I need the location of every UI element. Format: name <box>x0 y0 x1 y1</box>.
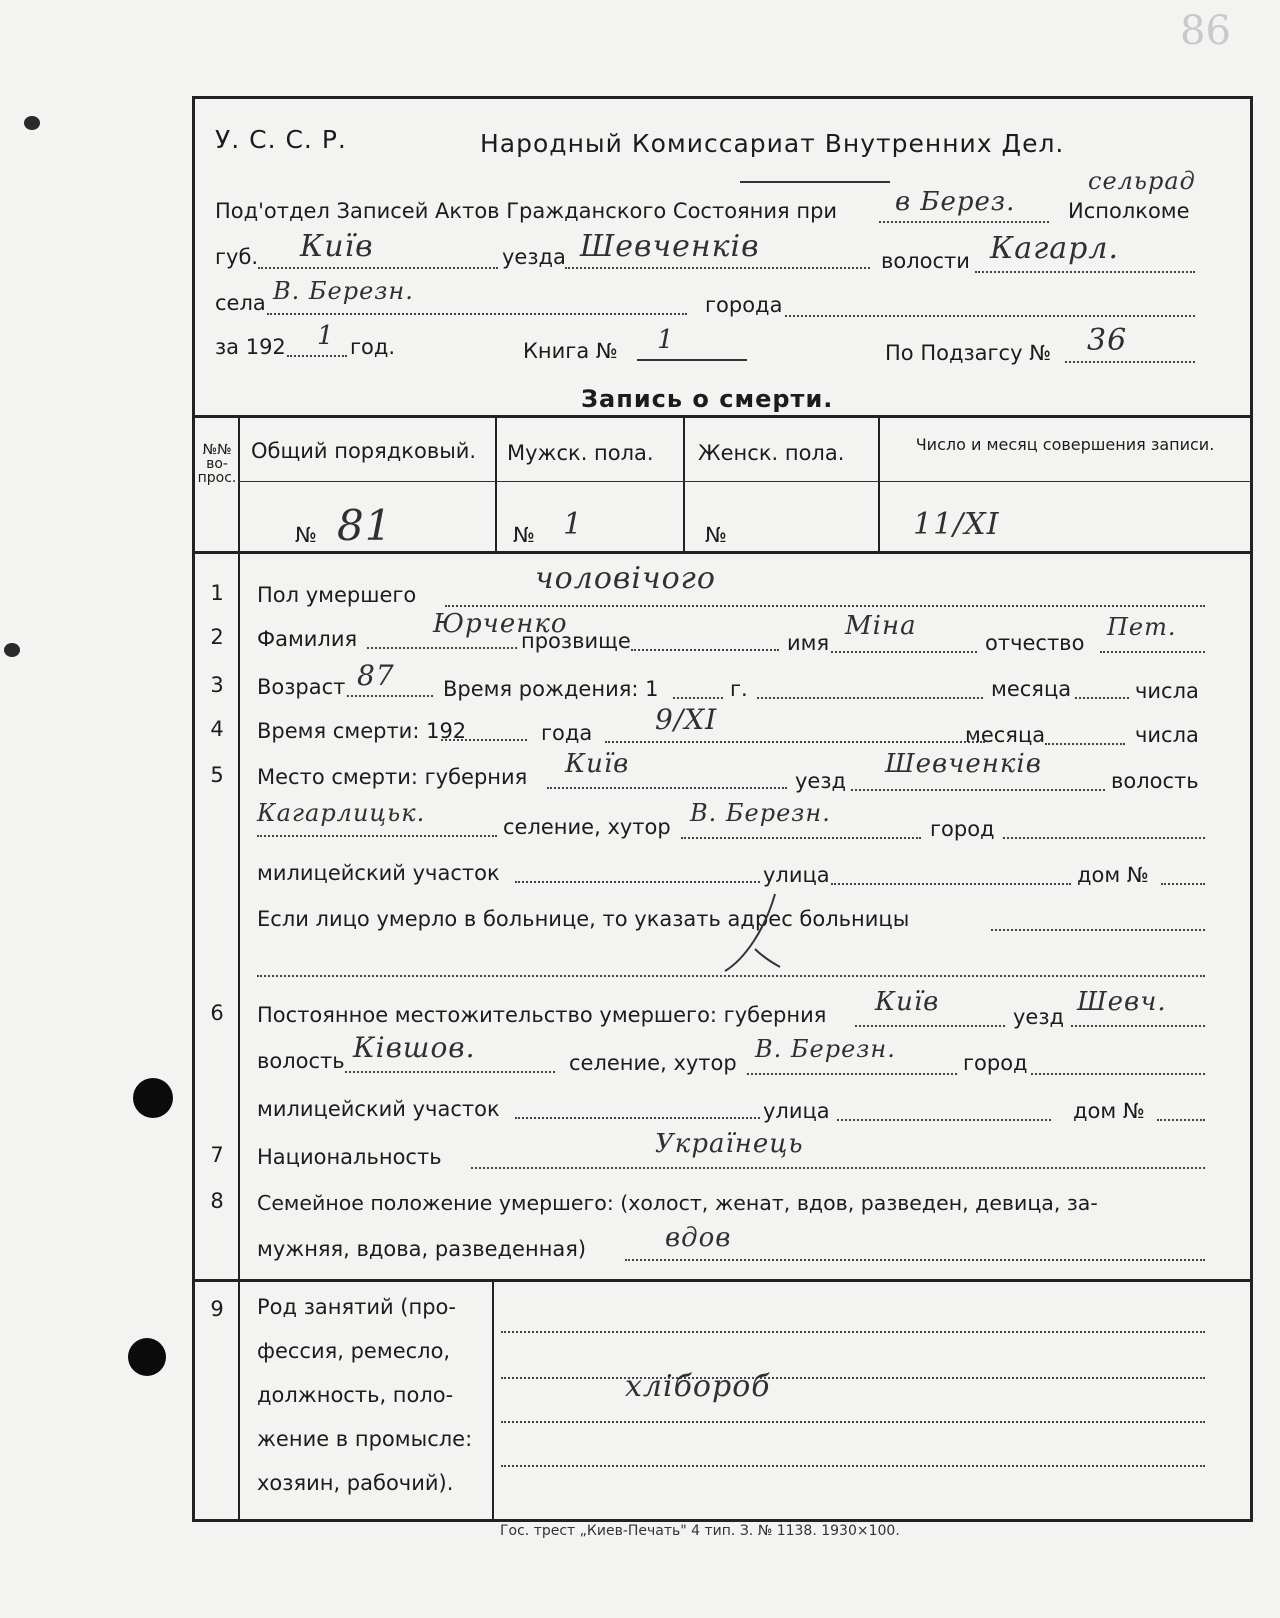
nationality-value: Українець <box>655 1129 804 1159</box>
nationality-line <box>471 1167 1205 1169</box>
name-line <box>831 651 977 653</box>
question-number: 7 <box>210 1143 224 1167</box>
residence-uezd-label: уезд <box>1013 1005 1065 1029</box>
death-village-label: селение, хутор <box>503 815 671 839</box>
page-number: 86 <box>1180 8 1231 54</box>
residence-gub-line <box>855 1025 1005 1027</box>
subdept-label: Под'отдел Записей Актов Гражданского Состояния при <box>215 199 838 223</box>
village-value: В. Березн. <box>273 277 414 305</box>
table-top-border <box>195 415 1250 418</box>
subzags-label: По Подзагсу № <box>885 341 1052 365</box>
death-date-line <box>605 741 985 743</box>
occupation-section-top <box>195 1279 1250 1282</box>
death-village-value: В. Березн. <box>690 799 831 827</box>
death-street-line <box>831 883 1071 885</box>
date-label: Число и месяц совершения записи. <box>915 435 1215 454</box>
death-uezd-line <box>851 789 1105 791</box>
column-divider <box>878 415 880 552</box>
occupation-label-3: должность, поло- <box>257 1383 454 1407</box>
death-gub-value: Київ <box>565 749 630 779</box>
marital-label: Семейное положение умершего: (холост, женат, вдов, разведен, девица, за- <box>257 1191 1098 1215</box>
gub-line <box>258 267 498 269</box>
residence-militia-label: милицейский участок <box>257 1097 500 1121</box>
residence-volost-label: волость <box>257 1049 345 1073</box>
book-line <box>637 359 747 361</box>
patronymic-value: Пет. <box>1107 613 1177 641</box>
occupation-label-1: Род занятий (про- <box>257 1295 456 1319</box>
village-line <box>267 313 687 315</box>
female-label: Женск. пола. <box>698 441 845 465</box>
birth-day-label: числа <box>1135 679 1199 703</box>
occupation-line-2 <box>501 1377 1205 1379</box>
city-line <box>785 315 1195 317</box>
binder-hole <box>133 1078 173 1118</box>
residence-volost-value: Ківшов. <box>353 1031 476 1064</box>
volost-value: Кагарл. <box>990 231 1119 266</box>
book-value: 1 <box>657 325 675 355</box>
death-day-label: числа <box>1135 723 1199 747</box>
question-number: 2 <box>210 625 224 649</box>
hospital-line <box>991 929 1205 931</box>
year-label: за 192 <box>215 335 286 359</box>
paper-spot <box>24 116 40 130</box>
death-month-label: месяца <box>965 723 1046 747</box>
death-militia-line <box>515 881 760 883</box>
uezd-value: Шевченків <box>580 229 760 264</box>
death-city-line <box>1003 837 1205 839</box>
question-number: 1 <box>210 581 224 605</box>
death-record-form <box>192 96 1253 1522</box>
marital-label-2: мужняя, вдова, разведенная) <box>257 1237 587 1261</box>
binder-hole <box>128 1338 166 1376</box>
question-number: 4 <box>210 717 224 741</box>
death-volost-label: волость <box>1111 769 1199 793</box>
death-gub-line <box>547 787 787 789</box>
female-no-sign: № <box>705 523 727 547</box>
occupation-column-divider <box>492 1279 494 1522</box>
column-divider <box>238 415 240 552</box>
occupation-label-5: хозяин, рабочий). <box>257 1471 454 1495</box>
marital-line <box>625 1259 1205 1261</box>
death-year-line <box>441 739 527 741</box>
nationality-label: Национальность <box>257 1145 442 1169</box>
name-label: имя <box>787 631 830 655</box>
death-volost-line <box>257 835 497 837</box>
death-place-label: Место смерти: губерния <box>257 765 528 789</box>
death-house-line <box>1161 883 1205 885</box>
general-label: Общий порядковый. <box>251 439 477 463</box>
uezd-line <box>565 267 870 269</box>
death-volost-value: Кагарлицьк. <box>257 799 426 827</box>
village-label: села <box>215 291 266 315</box>
residence-uezd-line <box>1071 1025 1205 1027</box>
table-header-bottom <box>195 551 1250 554</box>
death-militia-label: милицейский участок <box>257 861 500 885</box>
occupation-line-3 <box>501 1421 1205 1423</box>
residence-militia-line <box>515 1117 760 1119</box>
question-number: 9 <box>210 1297 224 1321</box>
subdept-value: в Берез. <box>895 187 1016 217</box>
subdept-value2: сельрад <box>1088 167 1196 195</box>
death-house-label: дом № <box>1077 863 1149 887</box>
book-label: Книга № <box>523 339 618 363</box>
residence-city-line <box>1031 1073 1205 1075</box>
occupation-value: хлібороб <box>625 1369 771 1404</box>
surname-label: Фамилия <box>257 627 358 651</box>
occupation-label-2: фессия, ремесло, <box>257 1339 451 1363</box>
year-line <box>287 355 347 357</box>
residence-street-line <box>837 1119 1051 1121</box>
record-title: Запись о смерти. <box>581 385 834 413</box>
birth-year-suffix: г. <box>730 677 748 701</box>
death-time-label: Время смерти: 192 <box>257 719 467 743</box>
residence-city-label: город <box>963 1051 1028 1075</box>
subzags-line <box>1065 361 1195 363</box>
patronymic-label: отчество <box>985 631 1085 655</box>
general-value: 81 <box>337 501 393 550</box>
occupation-line-1 <box>501 1331 1205 1333</box>
residence-label: Постоянное местожительство умершего: губерния <box>257 1003 827 1027</box>
birth-month-line <box>757 697 983 699</box>
hospital-label: Если лицо умерло в больнице, то указать адрес больницы <box>257 907 910 931</box>
sex-line <box>445 605 1205 607</box>
birth-label: Время рождения: 1 <box>443 677 659 701</box>
column-divider <box>683 415 685 552</box>
column-divider <box>495 415 497 552</box>
general-no-sign: № <box>295 523 317 547</box>
commissariat-title: Народный Комиссариат Внутренних Дел. <box>480 129 1065 158</box>
uezd-label: уезда <box>502 245 566 269</box>
nickname-line <box>631 649 779 651</box>
death-year-suffix: года <box>541 721 593 745</box>
dash-mark <box>705 889 795 979</box>
question-number: 6 <box>210 1001 224 1025</box>
question-number: 5 <box>210 763 224 787</box>
death-village-line <box>681 837 921 839</box>
residence-house-label: дом № <box>1073 1099 1145 1123</box>
age-value: 87 <box>357 659 395 692</box>
residence-street-label: улица <box>763 1099 830 1123</box>
paper-spot <box>4 643 20 657</box>
subzags-value: 36 <box>1087 323 1128 358</box>
subdept-line <box>879 221 1049 223</box>
surname-line <box>367 647 517 649</box>
qnum-label: №№ во-прос. <box>197 442 237 486</box>
question-number: 8 <box>210 1189 224 1213</box>
sex-value: чоловічого <box>535 561 716 596</box>
residence-village-value: В. Березн. <box>755 1035 896 1063</box>
city-label: города <box>705 293 783 317</box>
title-underline <box>740 181 890 183</box>
printer-footer: Гос. трест „Киев-Печать" 4 тип. З. № 1138. 1930×100. <box>500 1523 900 1539</box>
occupation-line-4 <box>501 1465 1205 1467</box>
age-line <box>347 695 433 697</box>
question-number: 3 <box>210 673 224 697</box>
sex-label: Пол умершего <box>257 583 417 607</box>
marital-value: вдов <box>665 1223 732 1253</box>
number-column-divider <box>238 551 240 1522</box>
volost-label: волости <box>881 249 970 273</box>
death-day-line <box>1045 743 1125 745</box>
date-value: 11/XI <box>913 507 1000 542</box>
male-value: 1 <box>563 507 584 542</box>
male-no-sign: № <box>513 523 535 547</box>
age-label: Возраст <box>257 675 346 699</box>
death-uezd-value: Шевченків <box>885 749 1042 779</box>
birth-month-label: месяца <box>991 677 1072 701</box>
year-suffix: год. <box>350 335 396 359</box>
republic-label: У. С. С. Р. <box>215 125 347 154</box>
surname-value: Юрченко <box>433 609 568 639</box>
residence-village-line <box>747 1073 957 1075</box>
nickname-label: прозвище <box>521 629 631 653</box>
header-row-divider <box>238 481 1253 482</box>
death-uezd-label: уезд <box>795 769 847 793</box>
gub-label: губ. <box>215 245 259 269</box>
residence-volost-line <box>345 1071 555 1073</box>
residence-house-line <box>1157 1119 1205 1121</box>
patronymic-line <box>1100 651 1205 653</box>
male-label: Мужск. пола. <box>507 441 654 465</box>
occupation-label-4: жение в промысле: <box>257 1427 473 1451</box>
residence-village-label: селение, хутор <box>569 1051 737 1075</box>
volost-line <box>975 271 1195 273</box>
gub-value: Київ <box>300 229 374 264</box>
year-value: 1 <box>317 321 335 351</box>
birth-year-line <box>673 697 723 699</box>
birth-day-line <box>1075 697 1129 699</box>
name-value: Міна <box>845 611 917 641</box>
executive-label: Исполкоме <box>1068 199 1190 223</box>
death-date-value: 9/XI <box>655 703 718 736</box>
death-city-label: город <box>930 817 995 841</box>
residence-uezd-value: Шевч. <box>1077 987 1167 1017</box>
residence-gub-value: Київ <box>875 987 940 1017</box>
death-street-label: улица <box>763 863 830 887</box>
